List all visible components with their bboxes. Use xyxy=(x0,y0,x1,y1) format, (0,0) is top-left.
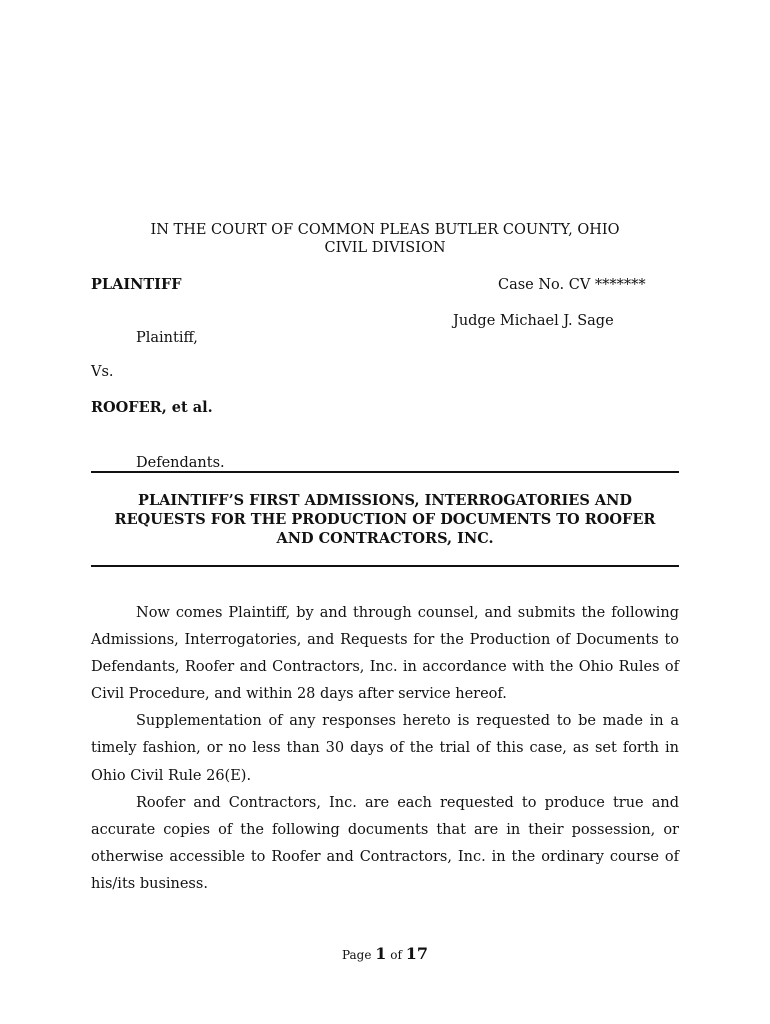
body-text xyxy=(91,600,679,898)
title-line-3: AND CONTRACTORS, INC. xyxy=(276,530,494,547)
defendant-name: ROOFER, et al. xyxy=(91,399,213,416)
court-name: IN THE COURT OF COMMON PLEAS BUTLER COUNTY, OHIO xyxy=(150,222,620,238)
plaintiff-name: PLAINTIFF xyxy=(91,276,182,293)
of-label: of xyxy=(390,948,402,962)
paragraph-production-request: Roofer and Contractors, Inc. are each requested to produce true and accurate copies of the following documents that are in their possession, or otherwise accessible to Roofer and Contractors, Inc. in the ordinary course of his/its business. xyxy=(91,794,679,892)
plaintiff-role: Plaintiff, xyxy=(136,330,198,346)
paragraph-supplementation: Supplementation of any responses hereto is requested to be made in a timely fashion, or no less than 30 days of the trial of this case, as set forth in Ohio Civil Rule 26(E). xyxy=(91,713,679,784)
page-footer xyxy=(0,944,770,963)
court-header xyxy=(91,221,679,257)
total-pages-number: 17 xyxy=(405,944,429,963)
title-line-1: PLAINTIFF’S FIRST ADMISSIONS, INTERROGATORIES AND xyxy=(138,492,632,509)
document-title xyxy=(91,491,679,548)
judge-name: Judge Michael J. Sage xyxy=(453,313,614,329)
title-rule-bottom xyxy=(91,565,679,567)
paragraph-intro: Now comes Plaintiff, by and through counsel, and submits the following Admissions, Interrogatories, and Requests for the Production of Documents to Defendants, Roofer and Contractors, Inc. in accordance with the Ohio Rules of Civil Procedure, and within 28 days after service hereof. xyxy=(91,605,679,703)
page-label: Page xyxy=(341,948,372,962)
court-division: CIVIL DIVISION xyxy=(324,240,446,256)
versus: Vs. xyxy=(91,364,114,380)
title-rule-top xyxy=(91,471,679,473)
title-line-2: REQUESTS FOR THE PRODUCTION OF DOCUMENTS TO ROOFER xyxy=(114,511,656,528)
current-page-number: 1 xyxy=(375,944,387,963)
defendant-role: Defendants. xyxy=(136,455,225,471)
case-number: Case No. CV ******* xyxy=(498,277,646,293)
